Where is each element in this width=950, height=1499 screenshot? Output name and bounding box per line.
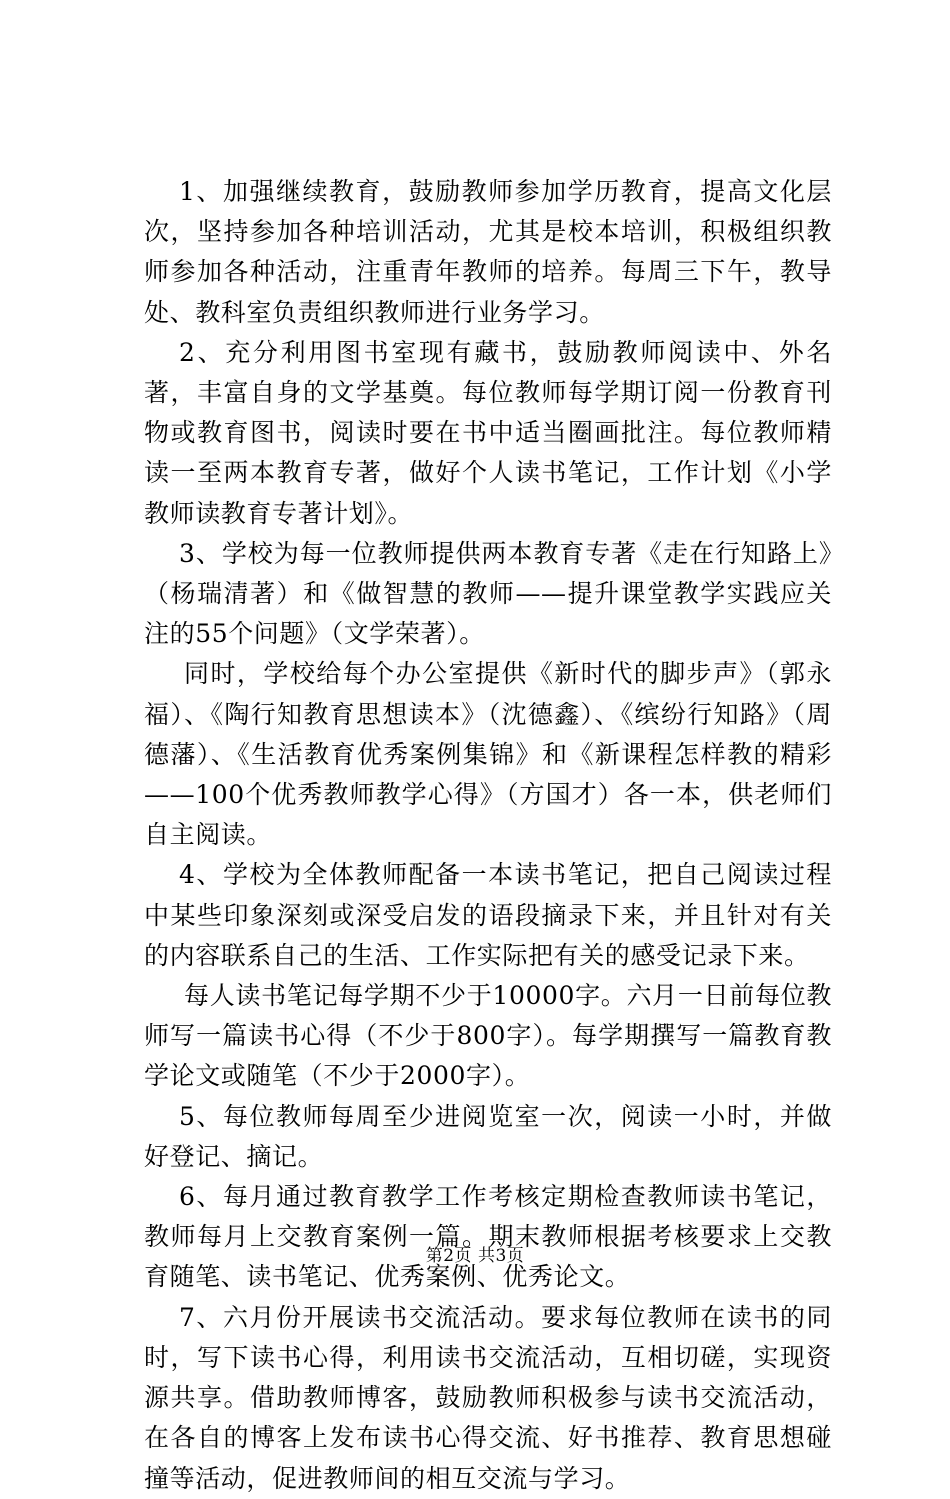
- document-body: [144, 172, 832, 1499]
- paragraph-4-continuation: 每人读书笔记每学期不少于10000字。六月一日前每位教师写一篇读书心得（不少于800字）。每学期撰写一篇教育教学论文或随笔（不少于2000字）。: [144, 981, 832, 1091]
- paragraph-3: 3、学校为每一位教师提供两本教育专著《走在行知路上》（杨瑞清著）和《做智慧的教师——提升课堂教学实践应关注的55个问题》（文学荣著）。: [144, 538, 832, 649]
- paragraph-3-continuation: 同时，学校给每个办公室提供《新时代的脚步声》（郭永福）、《陶行知教育思想读本》（沈德鑫）、《缤纷行知路》（周德藩）、《生活教育优秀案例集锦》和《新课程怎样教的精彩——100个优秀教师教学心得》（方国才）各一本，供老师们自主阅读。: [144, 659, 832, 850]
- paragraph-5: 5、每位教师每周至少进阅览室一次，阅读一小时，并做好登记、摘记。: [144, 1101, 832, 1171]
- paragraph-1: 1、加强继续教育，鼓励教师参加学历教育，提高文化层次，坚持参加各种培训活动，尤其是校本培训，积极组织教师参加各种活动，注重青年教师的培养。每周三下午，教导处、教科室负责组织教师进行业务学习。: [144, 177, 832, 327]
- paragraph-6: 6、每月通过教育教学工作考核定期检查教师读书笔记，教师每月上交教育案例一篇。期末教师根据考核要求上交教育随笔、读书笔记、优秀案例、优秀论文。: [144, 1182, 832, 1292]
- paragraph-7: 7、六月份开展读书交流活动。要求每位教师在读书的同时，写下读书心得，利用读书交流活动，互相切磋，实现资源共享。借助教师博客，鼓励教师积极参与读书交流活动，在各自的博客上发布读书心得交流、好书推荐、教育思想碰撞等活动，促进教师间的相互交流与学习。: [144, 1302, 832, 1493]
- paragraph-2: 2、充分利用图书室现有藏书，鼓励教师阅读中、外名著，丰富自身的文学基奠。每位教师每学期订阅一份教育刊物或教育图书，阅读时要在书中适当圈画批注。每位教师精读一至两本教育专著，做好个人读书笔记，工作计划《小学教师读教育专著计划》。: [144, 337, 832, 528]
- paragraph-4: 4、学校为全体教师配备一本读书笔记，把自己阅读过程中某些印象深刻或深受启发的语段摘录下来，并且针对有关的内容联系自己的生活、工作实际把有关的感受记录下来。: [144, 860, 832, 970]
- page-footer: 第2页 共3页: [425, 1246, 525, 1266]
